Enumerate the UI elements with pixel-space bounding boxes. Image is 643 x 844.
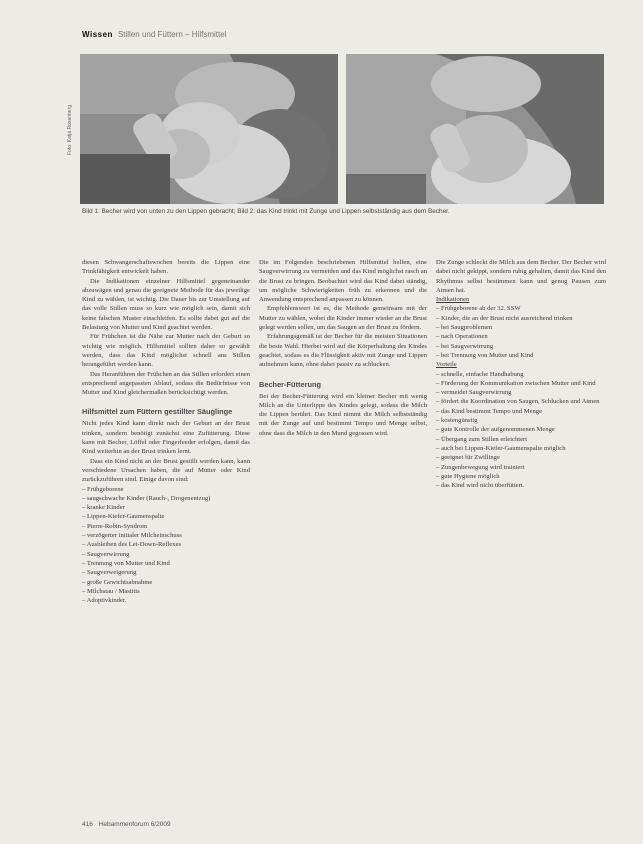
list-item: – gute Kontrolle der aufgenommenen Menge (436, 425, 606, 434)
list-item: – nach Operationen (436, 332, 606, 341)
list-item: – kostengünstig (436, 416, 606, 425)
list-item: – Förderung der Kommunikation zwischen Mutter und Kind (436, 379, 606, 388)
section-heading: Becher-Fütterung (259, 379, 322, 389)
list-item: – Übergang zum Stillen erleichtert (436, 435, 606, 444)
paragraph: Empfehlenswert ist es, die Methode gemeinsam mit der Mutter zu wählen, wobei die Kinder immer wieder an die Brust gelegt werden sollen, um das Saugen an der Brust zu fördern. (259, 305, 427, 332)
list-item: – Milchstau / Mastitis (82, 587, 250, 596)
section-heading: Hilfsmittel zum Füttern gestillter Säuglinge (82, 407, 233, 417)
list-item: – vermeidet Saugverwirrung (436, 388, 606, 397)
subheading-advantages: Vorteile (436, 361, 457, 369)
page-footer (82, 821, 171, 828)
list-item: – fördert die Koordination von Saugen, Schlucken und Atmen (436, 397, 606, 406)
header-section: Wissen (82, 30, 113, 39)
paragraph: Nicht jedes Kind kann direkt nach der Geburt an der Brust trinken, sondern benötigt zunächst eine Zufütterung. Diese kann mit Becher, Löffel oder Fingerfeeder erfolgen, damit das Kind weiterhin an der Brust trinken lernt. (82, 420, 250, 456)
list-item: – Lippen-Kiefer-Gaumenspalte (82, 512, 250, 521)
running-header (82, 30, 226, 39)
page-number: 416 (82, 821, 93, 828)
list-item: – verzögerter initialer Milcheinschuss (82, 531, 250, 540)
paragraph: Die Zunge schleckt die Milch aus dem Becher. Der Becher wird dabei nicht gekippt, sondern ruhig gehalten, damit das Kind den Rhythmus selbst bestimmen kann und genug Pausen zum Atmen hat. (436, 259, 606, 294)
list-item: – bei Saugverwirrung (436, 342, 606, 351)
list-item: – Saugverwirrung (82, 550, 250, 559)
list-item: – schnelle, einfache Handhabung (436, 370, 606, 379)
list-item: – Trennung von Mutter und Kind (82, 559, 250, 568)
list-item: – das Kind bestimmt Tempo und Menge (436, 407, 606, 416)
list-item: – kranke Kinder (82, 503, 250, 512)
text-column-1 (82, 258, 250, 605)
list-item: – Kinder, die an der Brust nicht ausreichend trinken (436, 314, 606, 323)
photo-credit: Foto: Katja Rosenberg (67, 104, 73, 155)
list-item: – Pierre-Robin-Syndrom (82, 522, 250, 531)
photo-cup-feeding-2 (346, 54, 604, 204)
photo-cup-feeding-1 (80, 54, 338, 204)
list-item: – Zungenbewegung wird trainiert (436, 463, 606, 472)
text-column-3 (436, 258, 606, 490)
list-item: – Saugverweigerung (82, 568, 250, 577)
subheading-indications: Indikationen (436, 296, 470, 304)
paragraph: Die im Folgenden beschriebenen Hilfsmittel helfen, eine Saugverwirrung zu vermeiden und das Kind möglichst rasch an die Brust zu bringen. Beobachtet wird das Kind dabei ständig, um mögliche Schwierigkeiten früh zu erkennen und die Anwendung entsprechend anpassen zu können. (259, 259, 427, 304)
list-item: – auch bei Lippen-Kiefer-Gaumenspalte möglich (436, 444, 606, 453)
text-column-2 (259, 258, 427, 438)
list-item: – gute Hygiene möglich (436, 472, 606, 481)
paragraph: Bei der Becher-Fütterung wird ein kleiner Becher mit wenig Milch an die Unterlippe des Kindes gelegt, sodass die Milch die Lippen berührt. Das Kind nimmt die Milch selbstständig mit der Zunge auf und bestimmt Tempo und Menge selbst, ohne dass die Milch in den Mund gegossen wird. (259, 392, 427, 437)
paragraph: Das Heranführen der Frühchen an das Stillen erfordert einen entsprechend angepassten Ablauf, sodass die Bedürfnisse von Mutter und Kind gleichermaßen berücksichtigt werden. (82, 370, 250, 397)
list-item: – saugschwache Kinder (Rauch-, Drogenentzug) (82, 494, 250, 503)
journal-name: Hebammenforum 6/2009 (98, 821, 171, 828)
paragraph: Die Indikationen einzelner Hilfsmittel gegeneinander abzuwägen und genau die geeignete Methode für das jeweilige Kind zu wählen, ist wichtig. Die Dauer bis zur Umstellung auf das volle Stillen muss so kurz wie möglich sein, damit sich keine falschen Muster einschleifen. Es sollte dabei gut auf die Belastung von Mutter und Kind geachtet werden. (82, 277, 250, 332)
causes-list (82, 485, 250, 606)
list-item: – Frühgeborene ab der 32. SSW (436, 304, 606, 313)
photo-caption: Bild 1: Becher wird von unten zu den Lippen gebracht; Bild 2: das Kind trinkt mit Zunge und Lippen selbstständig aus dem Becher. (82, 208, 450, 215)
paragraph: Für Frühchen ist die Nähe zur Mutter nach der Geburt so wichtig wie möglich. Hilfsmittel sollten daher so gewählt werden, dass das Kind möglichst schnell ans Stillen herangeführt werden kann. (82, 333, 250, 369)
list-item: – bei Saugproblemen (436, 323, 606, 332)
list-item: – geeignet für Zwillinge (436, 453, 606, 462)
header-topic: Stillen und Füttern – Hilfsmittel (117, 30, 227, 39)
list-item: – bei Trennung von Mutter und Kind (436, 351, 606, 360)
list-item: – das Kind wird nicht überfüttert. (436, 481, 606, 490)
list-item: – Ausbleiben des Let-Down-Reflexes (82, 540, 250, 549)
indications-list (436, 304, 606, 360)
list-item: – große Gewichtsabnahme (82, 578, 250, 587)
list-item: – Adoptivkinder. (82, 596, 250, 605)
paragraph: Erfahrungsgemäß ist der Becher für die meisten Situationen die beste Wahl. Hierbei wird auf die Körperhaltung des Kindes geachtet, sodass es die Flüssigkeit aktiv mit Zunge und Lippen aufnehmen kann, ohne dabei passiv zu schlucken. (259, 333, 427, 369)
paragraph: diesen Schwangerschaftswochen bereits die Lippen eine Trinkfähigkeit entwickelt haben. (82, 259, 250, 276)
list-item: – Frühgeborene (82, 485, 250, 494)
advantages-list (436, 370, 606, 491)
paragraph: Dass ein Kind nicht an der Brust gestillt werden kann, kann verschiedene Ursachen haben, die auf Mutter oder Kind zurückzuführen sind. Einige davon sind: (82, 457, 250, 484)
